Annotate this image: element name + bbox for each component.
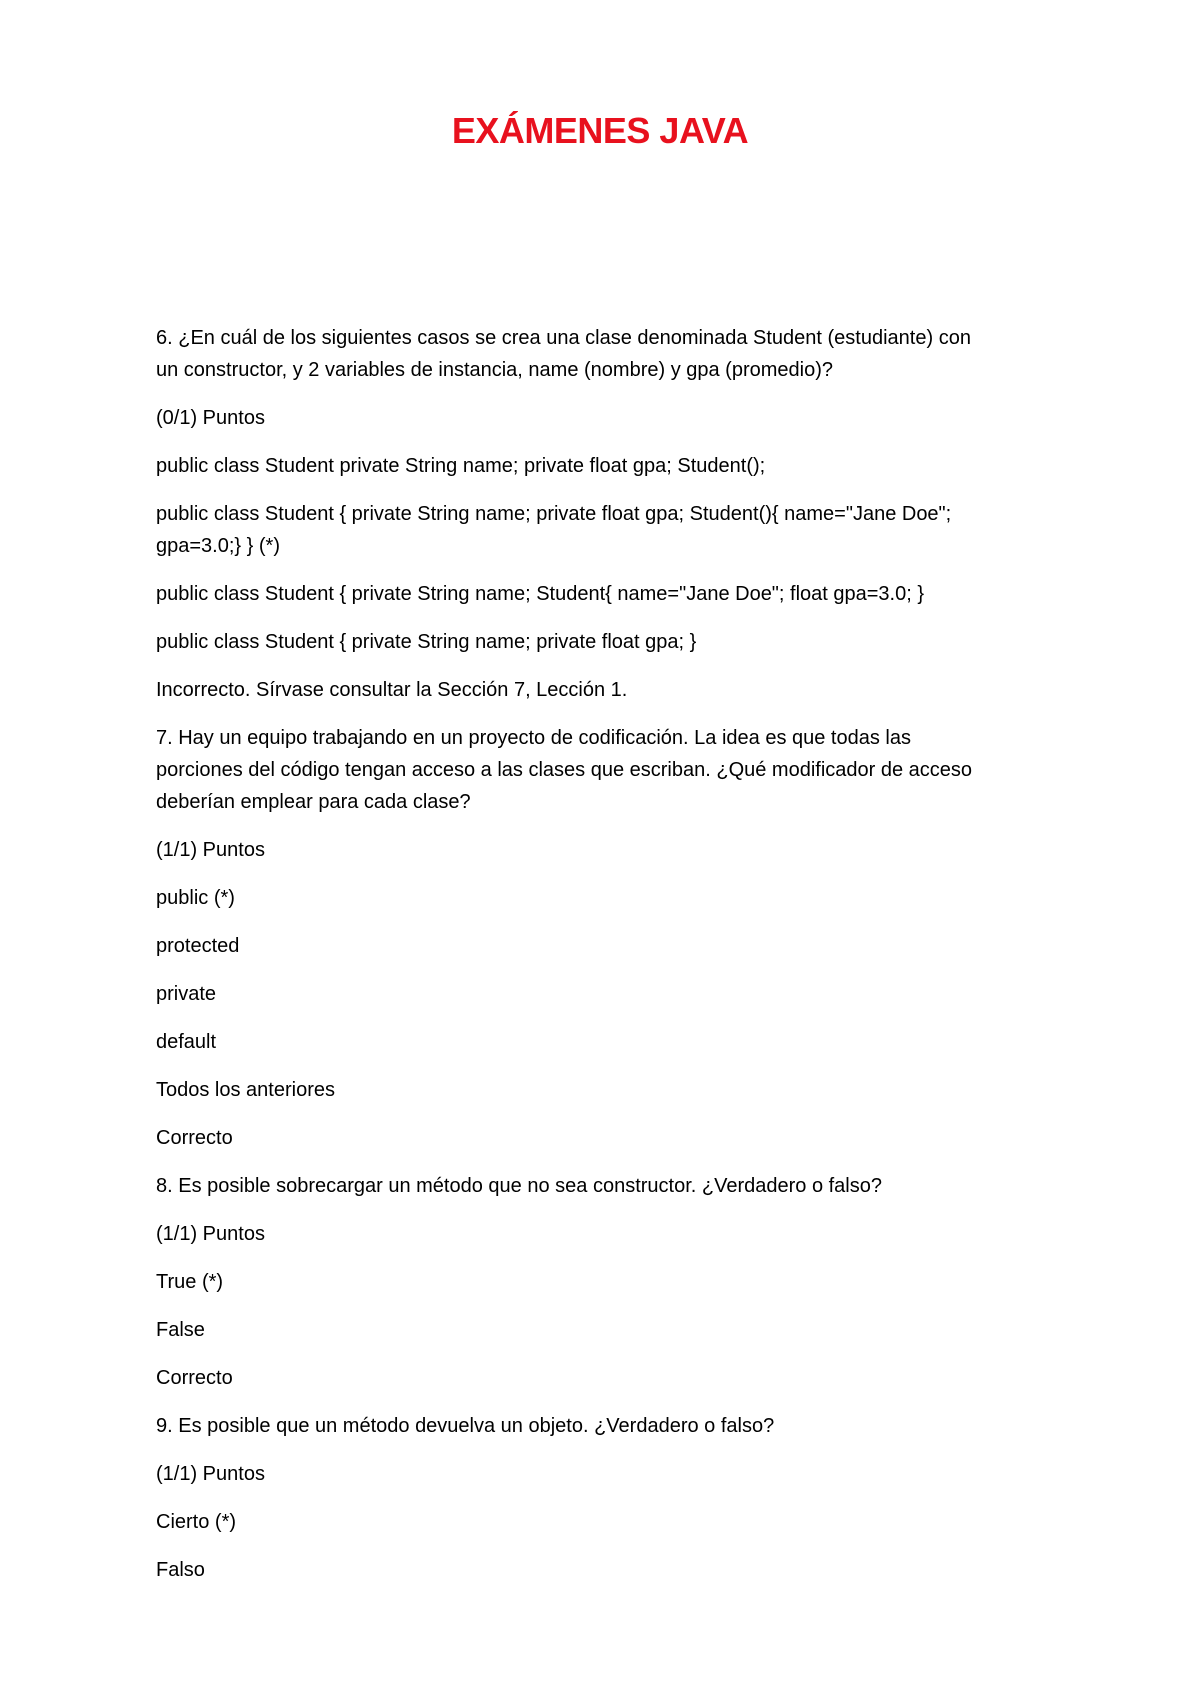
question-9-option-a: Cierto (*) (156, 1511, 237, 1533)
question-6-option-d: public class Student { private String name; private float gpa; } (156, 631, 697, 653)
document-title: EXÁMENES JAVA (451, 110, 749, 151)
question-7-option-c: private (156, 983, 217, 1005)
question-6-option-a: public class Student private String name; private float gpa; Student(); (156, 455, 766, 477)
question-8-option-b: False (156, 1319, 205, 1341)
question-8-text: 8. Es posible sobrecargar un método que no sea constructor. ¿Verdadero o falso? (156, 1175, 882, 1197)
question-7-feedback: Correcto (156, 1127, 233, 1149)
question-7-text-line-3: deberían emplear para cada clase? (156, 791, 471, 813)
question-6-text-line-1: 6. ¿En cuál de los siguientes casos se crea una clase denominada Student (estudiante) con (156, 327, 971, 349)
question-6-points: (0/1) Puntos (156, 407, 265, 429)
question-7-option-d: default (156, 1031, 217, 1053)
question-6-option-b-line-2: gpa=3.0;} } (*) (156, 535, 280, 557)
question-6-text-line-2: un constructor, y 2 variables de instancia, name (nombre) y gpa (promedio)? (156, 359, 834, 381)
question-7 (156, 722, 1056, 818)
document-body (156, 322, 1056, 1602)
question-6-option-b-line-1: public class Student { private String name; private float gpa; Student(){ name="Jane Doe"; (156, 503, 952, 525)
question-9-points: (1/1) Puntos (156, 1463, 265, 1485)
question-7-option-b: protected (156, 935, 240, 957)
question-8-option-a: True (*) (156, 1271, 224, 1293)
question-9-option-b: Falso (156, 1559, 205, 1581)
question-7-option-a: public (*) (156, 887, 235, 909)
question-7-text-line-2: porciones del código tengan acceso a las clases que escriban. ¿Qué modificador de acceso (156, 759, 973, 781)
question-9-text: 9. Es posible que un método devuelva un objeto. ¿Verdadero o falso? (156, 1415, 775, 1437)
question-8-points: (1/1) Puntos (156, 1223, 265, 1245)
question-7-option-e: Todos los anteriores (156, 1079, 335, 1101)
question-6-feedback: Incorrecto. Sírvase consultar la Sección 7, Lección 1. (156, 679, 628, 701)
question-7-text-line-1: 7. Hay un equipo trabajando en un proyecto de codificación. La idea es que todas las (156, 727, 911, 749)
question-6-option-c: public class Student { private String name; Student{ name="Jane Doe"; float gpa=3.0; } (156, 583, 925, 605)
question-7-points: (1/1) Puntos (156, 839, 265, 861)
question-8-feedback: Correcto (156, 1367, 233, 1389)
question-6 (156, 322, 1056, 386)
question-6-option-b (156, 498, 1056, 562)
